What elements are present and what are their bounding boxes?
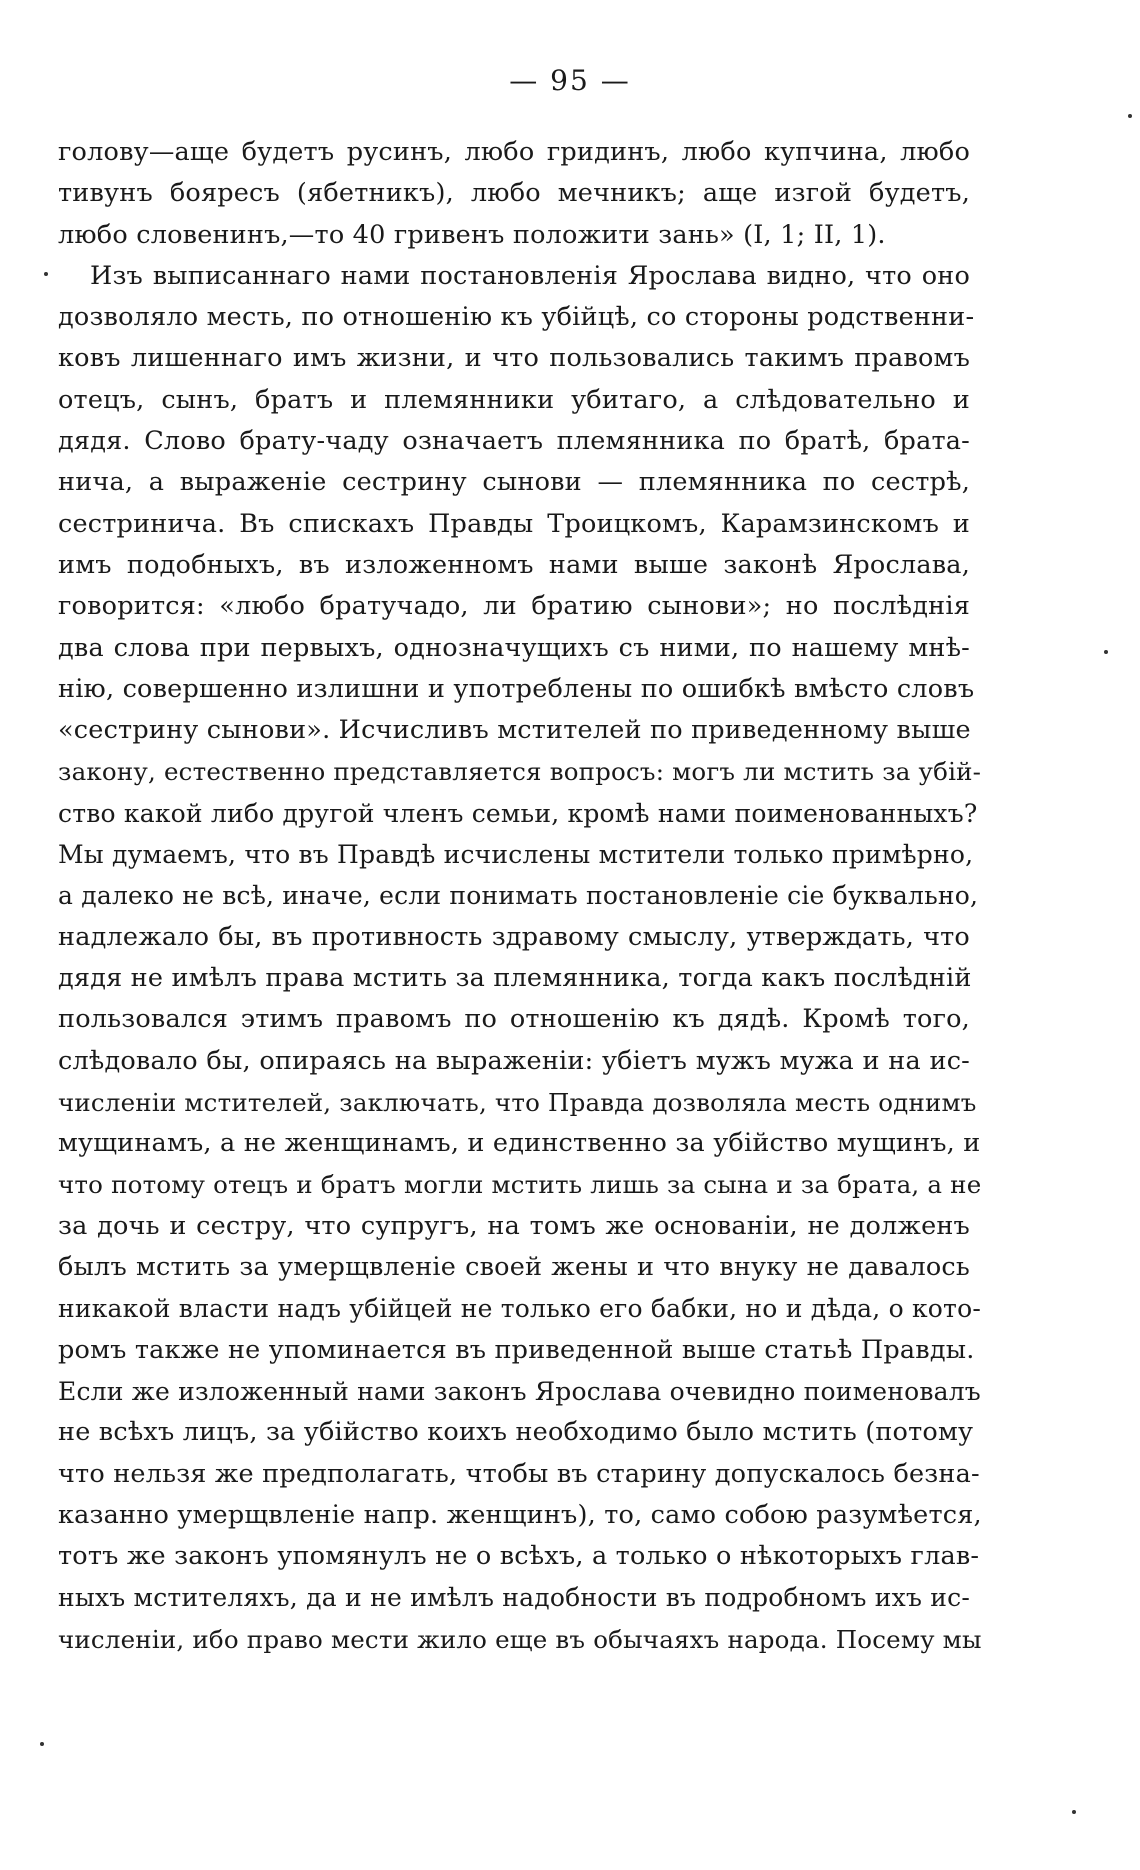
scan-speck — [1072, 1810, 1076, 1814]
text-line: нію, совершенно излишни и употреблены по ошибкѣ вмѣсто словъ — [58, 673, 975, 704]
text-line: отецъ, сынъ, братъ и племянники убитаго, а слѣдовательно и — [58, 384, 970, 415]
text-line: Мы думаемъ, что въ Правдѣ исчислены мстители только примѣрно, — [58, 840, 974, 870]
page-number: — 95 — — [509, 64, 631, 97]
text-line: Изъ выписаннаго нами постановленія Ярослава видно, что оно — [90, 260, 970, 291]
text-line: никакой власти надъ убійцей не только его бабки, но и дѣда, о кото- — [58, 1294, 981, 1324]
text-line: голову—аще будетъ русинъ, любо гридинъ, любо купчина, любо — [58, 137, 970, 167]
text-line: закону, естественно представляется вопросъ: могъ ли мстить за убій- — [58, 757, 982, 787]
text-line: «сестрину сынови». Исчисливъ мстителей по приведенному выше — [58, 715, 971, 746]
text-line: дозволяло месть, по отношенію къ убійцѣ, со стороны родственни- — [58, 302, 975, 333]
text-line: тотъ же законъ упомянулъ не о всѣхъ, а только о нѣкоторыхъ глав- — [58, 1541, 980, 1572]
text-line: что нельзя же предполагать, чтобы въ старину допускалось безна- — [58, 1458, 980, 1489]
scan-speck — [40, 1742, 44, 1746]
text-line: сестринича. Въ спискахъ Правды Троицкомъ, Карамзинскомъ и — [58, 508, 970, 539]
body-text — [58, 132, 982, 1660]
text-line: надлежало бы, въ противность здравому смыслу, утверждать, что — [58, 921, 970, 952]
text-line: нича, а выраженіе сестрину сынови — племянника по сестрѣ, — [58, 467, 970, 498]
text-line: тивунъ бояресъ (ябетникъ), любо мечникъ; аще изгой будетъ, — [58, 178, 970, 209]
text-line: не всѣхъ лицъ, за убійство коихъ необходимо было мстить (потому — [58, 1417, 974, 1448]
text-line: за дочь и сестру, что супругъ, на томъ же основаніи, не долженъ — [58, 1210, 970, 1241]
text-line: мущинамъ, а не женщинамъ, и единственно за убійство мущинъ, и — [58, 1128, 981, 1159]
text-line: два слова при первыхъ, однозначущихъ съ ними, по нашему мнѣ- — [58, 632, 970, 663]
text-line: имъ подобныхъ, въ изложенномъ нами выше законѣ Ярослава, — [58, 549, 970, 580]
text-line: дядя не имѣлъ права мстить за племянника, тогда какъ послѣдній — [58, 962, 972, 993]
text-line: слѣдовало бы, опираясь на выраженіи: убіетъ мужъ мужа и на ис- — [58, 1045, 970, 1076]
text-line: численіи мстителей, заключать, что Правда дозволяла месть однимъ — [58, 1087, 977, 1117]
text-line: ковъ лишеннаго имъ жизни, и что пользовались такимъ правомъ — [58, 343, 970, 374]
scan-speck — [1128, 114, 1132, 118]
text-line: что потому отецъ и братъ могли мстить лишь за сына и за брата, а не — [58, 1170, 982, 1200]
text-line: пользовался этимъ правомъ по отношенію къ дядѣ. Кромѣ того, — [58, 1004, 970, 1035]
text-line: былъ мстить за умерщвленіе своей жены и что внуку не давалось — [58, 1252, 970, 1283]
text-line: а далеко не всѣ, иначе, если понимать постановленіе сіе буквально, — [58, 881, 979, 911]
text-line: дядя. Слово брату-чаду означаетъ племянника по братѣ, братa- — [58, 426, 970, 457]
text-line: численіи, ибо право мести жило еще въ обычаяхъ народа. Посему мы — [58, 1624, 982, 1654]
scan-speck — [1104, 650, 1108, 654]
text-line: ство какой либо другой членъ семьи, кромѣ нами поименованныхъ? — [58, 798, 978, 828]
scan-speck — [44, 272, 48, 276]
text-line: казанно умерщвленіе напр. женщинъ), то, само собою разумѣется, — [58, 1499, 982, 1530]
text-line: ромъ также не упоминается въ приведенной выше статьѣ Правды. — [58, 1334, 975, 1365]
text-line: Если же изложенный нами законъ Ярослава очевидно поименовалъ — [58, 1376, 981, 1406]
text-line: любо словенинъ,—то 40 гривенъ положити зань» (I, 1; II, 1). — [58, 219, 886, 250]
text-line: ныхъ мстителяхъ, да и не имѣлъ надобности въ подробномъ ихъ ис- — [58, 1583, 970, 1613]
text-line: говорится: «любо братучадо, ли братию сынови»; но послѣднія — [58, 591, 970, 622]
